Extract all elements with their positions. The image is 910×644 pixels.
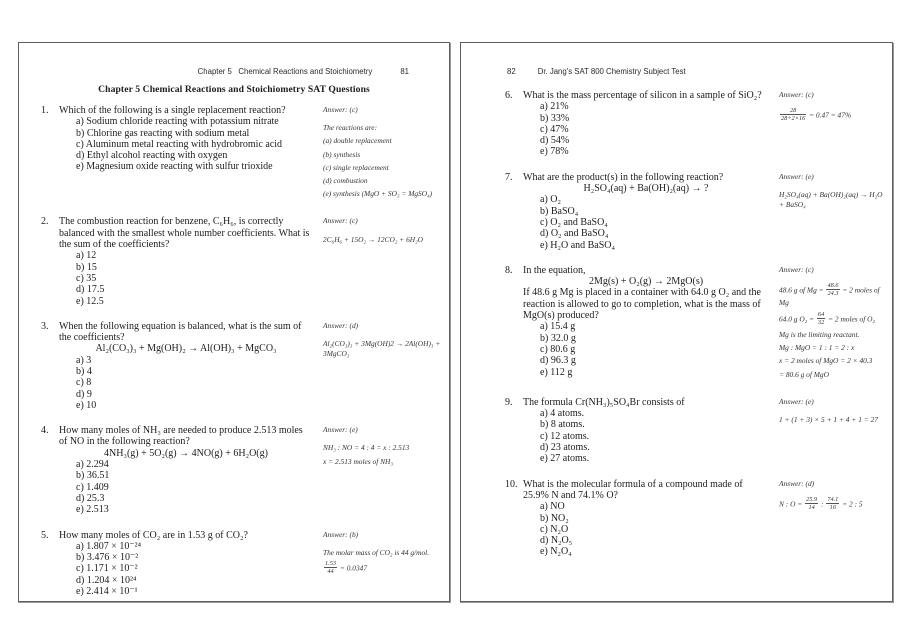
- question-text-parts: [523, 265, 769, 321]
- answer-label: Answer: (c): [323, 216, 358, 226]
- answer-explanation-line: (b) synthesis: [323, 149, 361, 159]
- question-body: [59, 216, 313, 306]
- page-number: 82: [507, 67, 516, 76]
- answer-explanation-line: H₂SO₄(aq) + Ba(OH)₂(aq) → H₂O + BaSO₄: [779, 189, 883, 210]
- question-text: The formula Cr(NH₃)₅SO₄Br consists of: [523, 396, 685, 408]
- answer-choice: c) O₂ and BaSO₄: [540, 216, 608, 228]
- question-text-parts: [523, 90, 769, 101]
- answer-choice: e) 78%: [540, 146, 569, 158]
- page-number: 81: [400, 67, 409, 76]
- question-text-parts: [523, 172, 769, 195]
- question-text: Which of the following is a single replacement reaction?: [59, 105, 286, 116]
- answer-explanation-line: (c) single replacement: [323, 162, 389, 172]
- question-body: [523, 172, 769, 251]
- answer-label: Answer: (e): [779, 396, 814, 406]
- question-body: [523, 265, 769, 383]
- answer-explanation-line: 1 + (1 + 3) × 5 + 1 + 4 + 1 = 27: [779, 415, 878, 425]
- running-header-section: Chapter 5 Chemical Reactions and Stoichiometry: [197, 67, 373, 76]
- question-text-parts: [59, 530, 313, 541]
- answer-choice: e) H₂O and BaSO₄: [540, 239, 616, 251]
- answer-choices: [76, 459, 313, 515]
- question-block: [41, 105, 441, 202]
- question-text-parts: [59, 321, 313, 355]
- question-number: 9.: [505, 396, 513, 408]
- answer-column: [769, 397, 886, 465]
- answer-explanation-line: The molar mass of CO₂ is 44 g/mol.: [323, 547, 430, 557]
- answer-explanation: [779, 190, 886, 210]
- answer-explanation-line: (e) synthesis (MgO + SO₃ = MgSO₄): [323, 189, 433, 199]
- answer-choice: d) 17.5: [76, 284, 105, 296]
- answer-choice: e) 27 atoms.: [540, 453, 590, 465]
- answer-choices: [76, 355, 313, 411]
- answer-explanation-line: (a) double replacement: [323, 136, 392, 146]
- question-body: [59, 321, 313, 411]
- chapter-title: Chapter 5 Chemical Reactions and Stoichiometry SAT Questions: [98, 84, 370, 95]
- running-header-book-title: Dr. Jang's SAT 800 Chemistry Subject Test: [537, 67, 686, 76]
- answer-explanation-line: 2C₆H₆ + 15O₂ → 12CO₂ + 6H₂O: [323, 234, 424, 244]
- question-body: [59, 105, 313, 202]
- answer-explanation-line: $\frac{28}{28+2\times 16}$ = 0.47 = 47%: [781, 107, 852, 123]
- question-block: [505, 479, 886, 558]
- answer-column: [769, 172, 886, 251]
- answer-choices: [540, 321, 769, 377]
- question-number: 2.: [41, 216, 49, 228]
- answer-explanation: [779, 283, 886, 380]
- answer-choice: d) Ethyl alcohol reacting with oxygen: [76, 150, 228, 162]
- answer-choices: [76, 116, 313, 172]
- question-text-parts: [59, 425, 313, 459]
- answer-choice: e) N₂O₄: [540, 546, 572, 558]
- question-block: [505, 90, 886, 158]
- page-81: [18, 42, 450, 602]
- answer-choices: [540, 501, 769, 557]
- answer-explanation: [323, 123, 441, 199]
- answer-explanation-line: x = 2.513 moles of NH₃: [323, 456, 393, 466]
- answer-choice: c) 35: [76, 272, 97, 284]
- answer-column: [313, 425, 441, 515]
- answer-explanation-line: 48.6 g of Mg = $\frac{48.6}{24.3}$ = 2 moles of Mg: [779, 282, 880, 308]
- answer-choice: a) NO: [540, 501, 565, 513]
- answer-choice: c) 1.171 × 10⁻²: [76, 563, 138, 575]
- answer-column: [313, 321, 441, 411]
- answer-choice: c) 47%: [540, 123, 569, 135]
- answer-choices: [540, 101, 769, 157]
- answer-choice: a) 12: [76, 250, 97, 262]
- answer-choice: b) 33%: [540, 112, 570, 124]
- question-body: [59, 425, 313, 515]
- answer-choice: b) 36.51: [76, 470, 110, 482]
- question-text: How many moles of NH₃ are needed to produce 2.513 moles of NO in the following reaction?: [59, 425, 303, 448]
- answer-explanation-line: (d) combustion: [323, 176, 368, 186]
- answer-column: [769, 479, 886, 558]
- question-text-parts: [59, 105, 313, 116]
- answer-choice: d) 9: [76, 388, 92, 400]
- answer-choice: b) BaSO₄: [540, 205, 579, 217]
- answer-explanation-line: = 80.6 g of MgO: [779, 369, 829, 379]
- answer-choice: d) 25.3: [76, 492, 105, 504]
- question-text: What is the molecular formula of a compound made of 25.9% N and 74.1% O?: [523, 478, 743, 501]
- answer-choices: [76, 250, 313, 306]
- answer-choice: c) 80.6 g: [540, 343, 576, 355]
- answer-choice: a) Sodium chloride reacting with potassium nitrate: [76, 116, 279, 128]
- answer-label: Answer: (c): [779, 264, 814, 274]
- question-number: 1.: [41, 105, 49, 116]
- answer-explanation-line: Mg : MgO = 1 : 1 = 2 : x: [779, 343, 855, 353]
- answer-explanation: [323, 443, 441, 466]
- answer-choice: b) 32.0 g: [540, 332, 576, 344]
- answer-choice: a) 1.807 × 10⁻²⁴: [76, 540, 142, 552]
- answer-label: Answer: (d): [323, 320, 359, 330]
- answer-choice: d) 54%: [540, 135, 570, 147]
- question-number: 7.: [505, 171, 513, 183]
- answer-choice: d) 1.204 × 10²⁴: [76, 574, 137, 586]
- question-text: H₂SO₄(aq) + Ba(OH)₂(aq) → ?: [583, 183, 709, 195]
- question-body: [523, 479, 769, 558]
- answer-choice: a) 2.294: [76, 459, 109, 471]
- answer-explanation-line: x = 2 moles of MgO = 2 × 40.3: [779, 356, 873, 366]
- answer-choice: b) 8 atoms.: [540, 419, 585, 431]
- answer-column: [313, 105, 441, 202]
- question-block: [41, 425, 441, 515]
- answer-choice: b) 4: [76, 365, 92, 377]
- question-number: 8.: [505, 264, 513, 276]
- answer-explanation: [779, 108, 886, 123]
- answer-choice: c) 1.409: [76, 481, 109, 493]
- question-block: [505, 265, 886, 383]
- question-text: What is the mass percentage of silicon in a sample of SiO₂?: [523, 90, 762, 101]
- answer-explanation-line: NH₃ : NO = 4 : 4 = x : 2.513: [323, 443, 410, 453]
- answer-column: [769, 90, 886, 158]
- question-block: [41, 530, 441, 598]
- question-block: [505, 397, 886, 465]
- answer-choice: c) 12 atoms.: [540, 430, 590, 442]
- answer-choice: d) N₂O₅: [540, 535, 573, 547]
- answer-label: Answer: (e): [323, 425, 358, 435]
- answer-column: [769, 265, 886, 383]
- answer-label: Answer: (c): [779, 90, 814, 99]
- answer-choices: [540, 194, 769, 250]
- question-number: 3.: [41, 320, 49, 332]
- answer-choice: e) 112 g: [540, 366, 573, 378]
- question-text: How many moles of CO₂ are in 1.53 g of CO₂?: [59, 529, 248, 541]
- answer-choice: b) 3.476 × 10⁻²: [76, 552, 139, 564]
- page-82: [460, 42, 893, 602]
- answer-choice: d) O₂ and BaSO₄: [540, 228, 609, 240]
- answer-choice: b) 15: [76, 261, 97, 273]
- answer-choice: e) 2.414 × 10⁻¹: [76, 586, 138, 598]
- answer-explanation-line: 64.0 g O₂ = $\frac{64}{32}$ = 2 moles of O₂: [779, 310, 876, 326]
- questions-list-left: [41, 105, 441, 597]
- answer-explanation-line: The reactions are:: [323, 123, 378, 133]
- running-header-right: [505, 67, 886, 76]
- question-text: 2Mg(s) + O₂(g) → 2MgO(s): [588, 276, 704, 288]
- answer-choice: b) Chlorine gas reacting with sodium metal: [76, 127, 250, 139]
- answer-choice: a) 3: [76, 354, 92, 366]
- question-text: If 48.6 g Mg is placed in a container with 64.0 g O₂ and the reaction is allowed to go to completion, what is the mass of MgO(s) produced?: [523, 287, 761, 322]
- answer-choice: a) 15.4 g: [540, 321, 576, 333]
- answer-explanation-line: N : O = $\frac{25.9}{14}$ : $\frac{74.1}{16}$ = 2 : 5: [779, 495, 863, 512]
- question-number: 4.: [41, 425, 49, 437]
- question-text-parts: [523, 397, 769, 408]
- question-body: [523, 90, 769, 158]
- question-block: [505, 172, 886, 251]
- question-text: 4NH₃(g) + 5O₂(g) → 4NO(g) + 6H₂O(g): [104, 447, 268, 459]
- answer-choice: d) 96.3 g: [540, 355, 576, 367]
- answer-choice: e) 12.5: [76, 295, 104, 307]
- question-body: [59, 530, 313, 598]
- answer-explanation: [323, 548, 441, 577]
- answer-explanation: [323, 339, 441, 359]
- answer-choice: e) 2.513: [76, 504, 109, 516]
- question-block: [41, 321, 441, 411]
- question-text-parts: [59, 216, 313, 250]
- answer-choice: d) 23 atoms.: [540, 442, 590, 454]
- question-text: What are the product(s) in the following reaction?: [523, 171, 724, 183]
- question-text: In the equation,: [523, 264, 586, 276]
- answer-explanation: [323, 235, 441, 245]
- answer-choices: [540, 408, 769, 464]
- answer-choice: e) Magnesium oxide reacting with sulfur trioxide: [76, 161, 273, 173]
- answer-explanation-line: Al₂(CO₃)₃ + 3Mg(OH)2 → 2Al(OH)₃ + 3MgCO₃: [323, 339, 441, 359]
- answer-explanation: [779, 415, 886, 425]
- answer-choice: c) N₂O: [540, 523, 569, 535]
- answer-choice: c) 8: [76, 377, 92, 389]
- question-body: [523, 397, 769, 465]
- question-text-parts: [523, 479, 769, 502]
- question-text: The combustion reaction for benzene, C₆H₆, is correctly balanced with the smallest whole number coefficients. What is the sum of the coefficients?: [59, 216, 310, 251]
- answer-column: [313, 530, 441, 598]
- answer-label: Answer: (c): [323, 105, 358, 114]
- answer-explanation-line: Mg is the limiting reactant.: [779, 330, 860, 340]
- question-text: When the following equation is balanced, what is the sum of the coefficients?: [59, 320, 302, 344]
- answer-column: [313, 216, 441, 306]
- questions-list-right: [505, 90, 886, 558]
- answer-label: Answer: (d): [779, 478, 815, 488]
- answer-choice: c) Aluminum metal reacting with hydrobromic acid: [76, 138, 283, 150]
- question-number: 6.: [505, 90, 513, 101]
- running-header-left: [41, 67, 441, 76]
- answer-choice: a) 21%: [540, 101, 569, 113]
- question-number: 5.: [41, 529, 49, 541]
- answer-label: Answer: (e): [779, 171, 814, 181]
- answer-explanation-line: $\frac{1.53}{44}$ = 0.0347: [325, 559, 368, 576]
- answer-choice: e) 10: [76, 399, 97, 411]
- question-text: Al₂(CO₃)₃ + Mg(OH)₂ → Al(OH)₃ + MgCO₃: [95, 343, 277, 355]
- answer-choices: [76, 541, 313, 597]
- answer-explanation: [779, 497, 886, 512]
- question-number: 10.: [505, 478, 518, 490]
- answer-choice: a) O₂: [540, 194, 561, 206]
- question-block: [41, 216, 441, 306]
- answer-choice: b) NO₂: [540, 512, 569, 524]
- answer-label: Answer: (b): [323, 529, 359, 539]
- answer-choice: a) 4 atoms.: [540, 408, 585, 420]
